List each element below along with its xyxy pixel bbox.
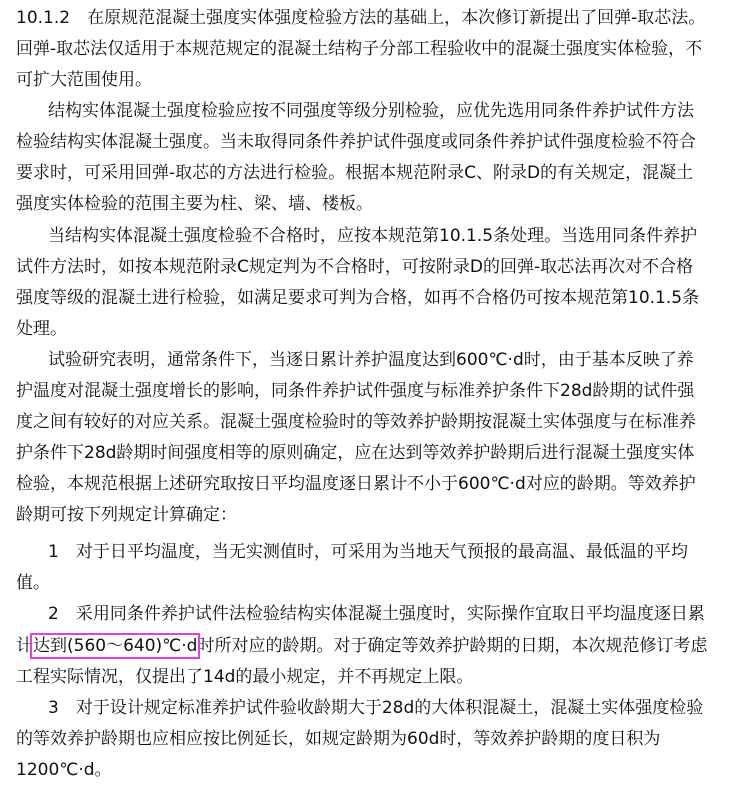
text-line: 10.1.2 在原规范混凝土强度实体强度检验方法的基础上，本次修订新提出了回弹-取芯法。 [16,8,706,28]
text-line-highlighted [16,631,744,661]
text-line: 试件方法时，如按本规范附录C规定判为不合格时，可按附录D的回弹-取芯法再次对不合格 [16,257,694,277]
text-line: 的等效养护龄期也应相应按比例延长，如规定龄期为60d时，等效养护龄期的度日积为 [16,729,661,749]
text-line: 龄期可按下列规定计算确定： [16,505,237,525]
text-line: 可扩大范围使用。 [16,70,152,90]
text-line: 护条件下28d龄期时间强度相等的原则确定，应在达到等效养护龄期后进行混凝土强度实体 [16,443,695,463]
text-line: 强度实体检验的范围主要为柱、梁、墙、楼板。 [16,194,373,214]
text-line: 处理。 [16,319,67,339]
text-line: 工程实际情况，仅提出了14d的最小规定，并不再规定上限。 [16,667,474,687]
text-line: 护温度对混凝土强度增长的影响，同条件养护试件强度与标准养护条件下28d龄期的试件强 [16,381,695,401]
text-line: 2 采用同条件养护试件法检验结构实体混凝土强度时，实际操作宜取日平均温度逐日累 [48,604,705,624]
text-line: 试验研究表明，通常条件下，当逐日累计养护温度达到600℃·d时，由于基本反映了养 [48,350,694,370]
highlighted-temperature-range: 达到(560～640)℃·d [33,636,198,656]
text-line: 强度等级的混凝土进行检验，如满足要求可判为合格，如再不合格仍可按本规范第10.1.5条 [16,288,700,308]
text-line: 1 对于日平均温度，当无实测值时，可采用为当地天气预报的最高温、最低温的平均 [48,542,688,562]
text-line: 回弹-取芯法仅适用于本规范规定的混凝土结构子分部工程验收中的混凝土强度实体检验，不 [16,39,703,59]
text-line: 3 对于设计规定标准养护试件验收龄期大于28d的大体积混凝土，混凝土实体强度检验 [48,698,704,718]
text-segment: 计 [16,636,33,656]
text-line: 值。 [16,573,50,593]
text-line: 要求时，可采用回弹-取芯的方法进行检验。根据本规范附录C、附录D的有关规定，混凝土 [16,163,694,183]
text-line: 当结构实体混凝土强度检验不合格时，应按本规范第10.1.5条处理。当选用同条件养护 [48,226,698,246]
text-line: 检验，本规范根据上述研究取按日平均温度逐日累计不小于600℃·d对应的龄期。等效养护 [16,474,696,494]
text-line: 1200℃·d。 [16,760,112,780]
text-segment: 时所对应的龄期。对于确定等效养护龄期的日期，本次规范修订考虑 [197,636,708,656]
text-line: 检验结构实体混凝土强度。当未取得同条件养护试件强度或同条件养护试件强度检验不符合 [16,132,696,152]
text-line: 结构实体混凝土强度检验应按不同强度等级分别检验，应优先选用同条件养护试件方法 [48,101,694,121]
text-line: 度之间有较好的对应关系。混凝土强度检验时的等效养护龄期按混凝土实体强度与在标准养 [16,412,696,432]
